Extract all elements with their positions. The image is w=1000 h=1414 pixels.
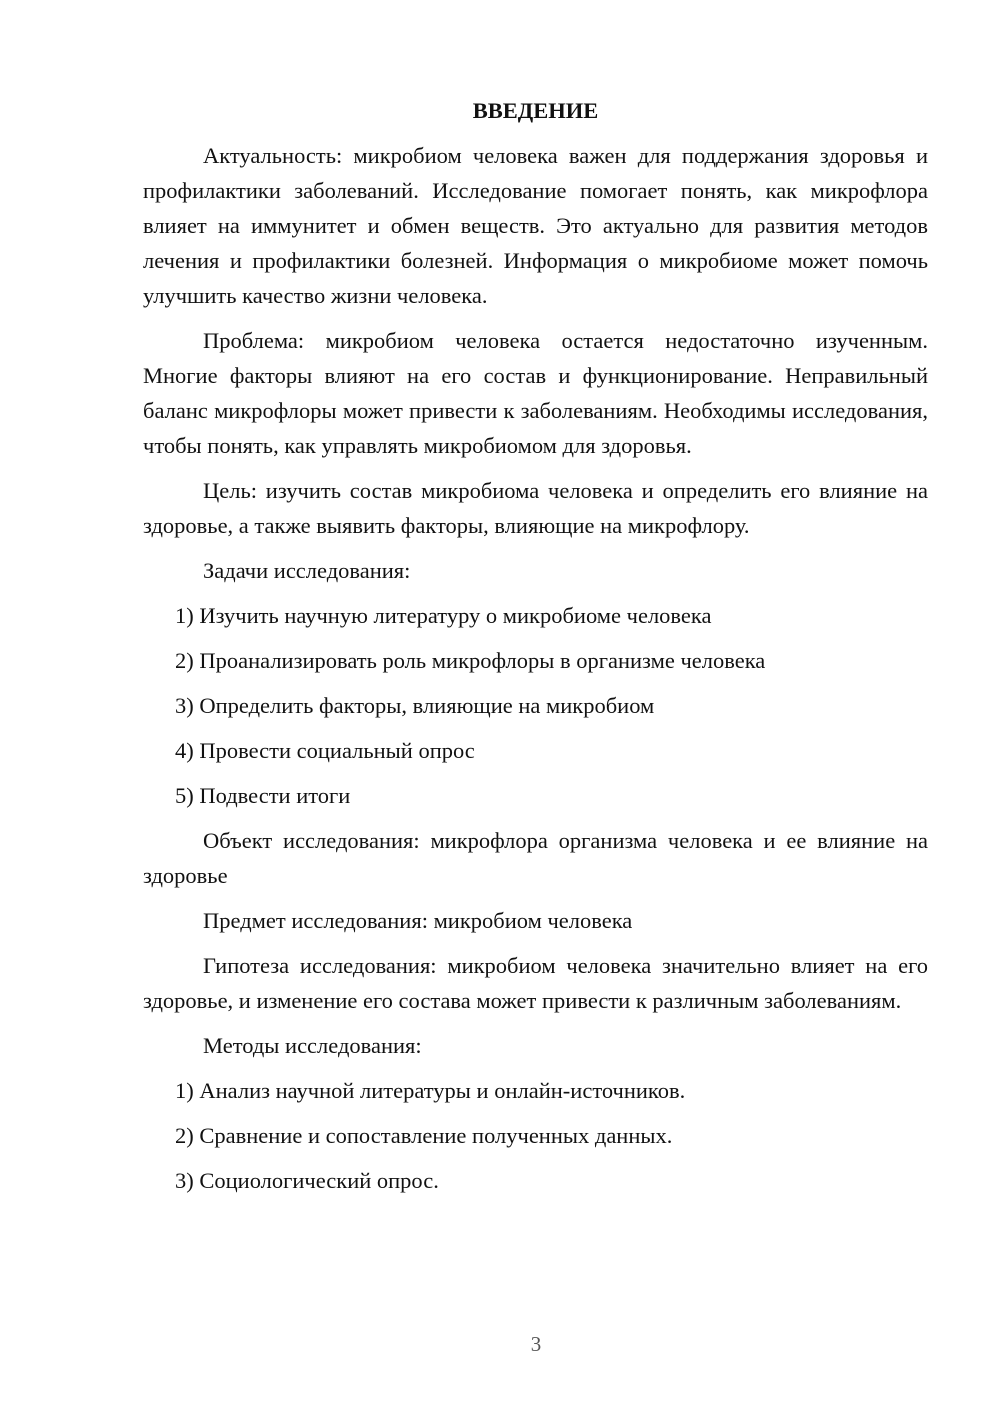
methods-heading: Методы исследования: (203, 1033, 422, 1058)
list-item: 2) Проанализировать роль микрофлоры в организме человека (175, 648, 766, 673)
object-paragraph: Объект исследования: микрофлора организма человека и ее влияние на здоровье (143, 828, 928, 888)
page-number: 3 (530, 1332, 542, 1356)
goal-paragraph: Цель: изучить состав микробиома человека и определить его влияние на здоровье, а также выявить факторы, влияющие на микрофлору. (143, 478, 928, 538)
methods-list (143, 1073, 928, 1198)
list-item: 4) Провести социальный опрос (175, 738, 475, 763)
list-item: 1) Анализ научной литературы и онлайн-источников. (175, 1078, 686, 1103)
hypothesis-paragraph: Гипотеза исследования: микробиом человека значительно влияет на его здоровье, и изменение его состава может привести к различным заболеваниям. (143, 953, 928, 1013)
list-item: 3) Социологический опрос. (175, 1168, 439, 1193)
subject-paragraph: Предмет исследования: микробиом человека (203, 908, 633, 933)
document-page (143, 93, 928, 1208)
list-item: 5) Подвести итоги (175, 783, 351, 808)
actuality-paragraph: Актуальность: микробиом человека важен для поддержания здоровья и профилактики заболеваний. Исследование помогает понять, как микрофлора влияет на иммунитет и обмен веществ. Это актуально для развития методов лечения и профилактики болезней. Информация о микробиоме может помочь улучшить качество жизни человека. (143, 143, 928, 308)
list-item: 2) Сравнение и сопоставление полученных данных. (175, 1123, 673, 1148)
problem-paragraph: Проблема: микробиом человека остается недостаточно изученным. Многие факторы влияют на его состав и функционирование. Неправильный баланс микрофлоры может привести к заболеваниям. Необходимы исследования, чтобы понять, как управлять микробиомом для здоровья. (143, 328, 928, 458)
list-item: 1) Изучить научную литературу о микробиоме человека (175, 603, 712, 628)
tasks-heading: Задачи исследования: (203, 558, 411, 583)
tasks-list (143, 598, 928, 813)
page-title: ВВЕДЕНИЕ (472, 98, 599, 123)
list-item: 3) Определить факторы, влияющие на микробиом (175, 693, 655, 718)
